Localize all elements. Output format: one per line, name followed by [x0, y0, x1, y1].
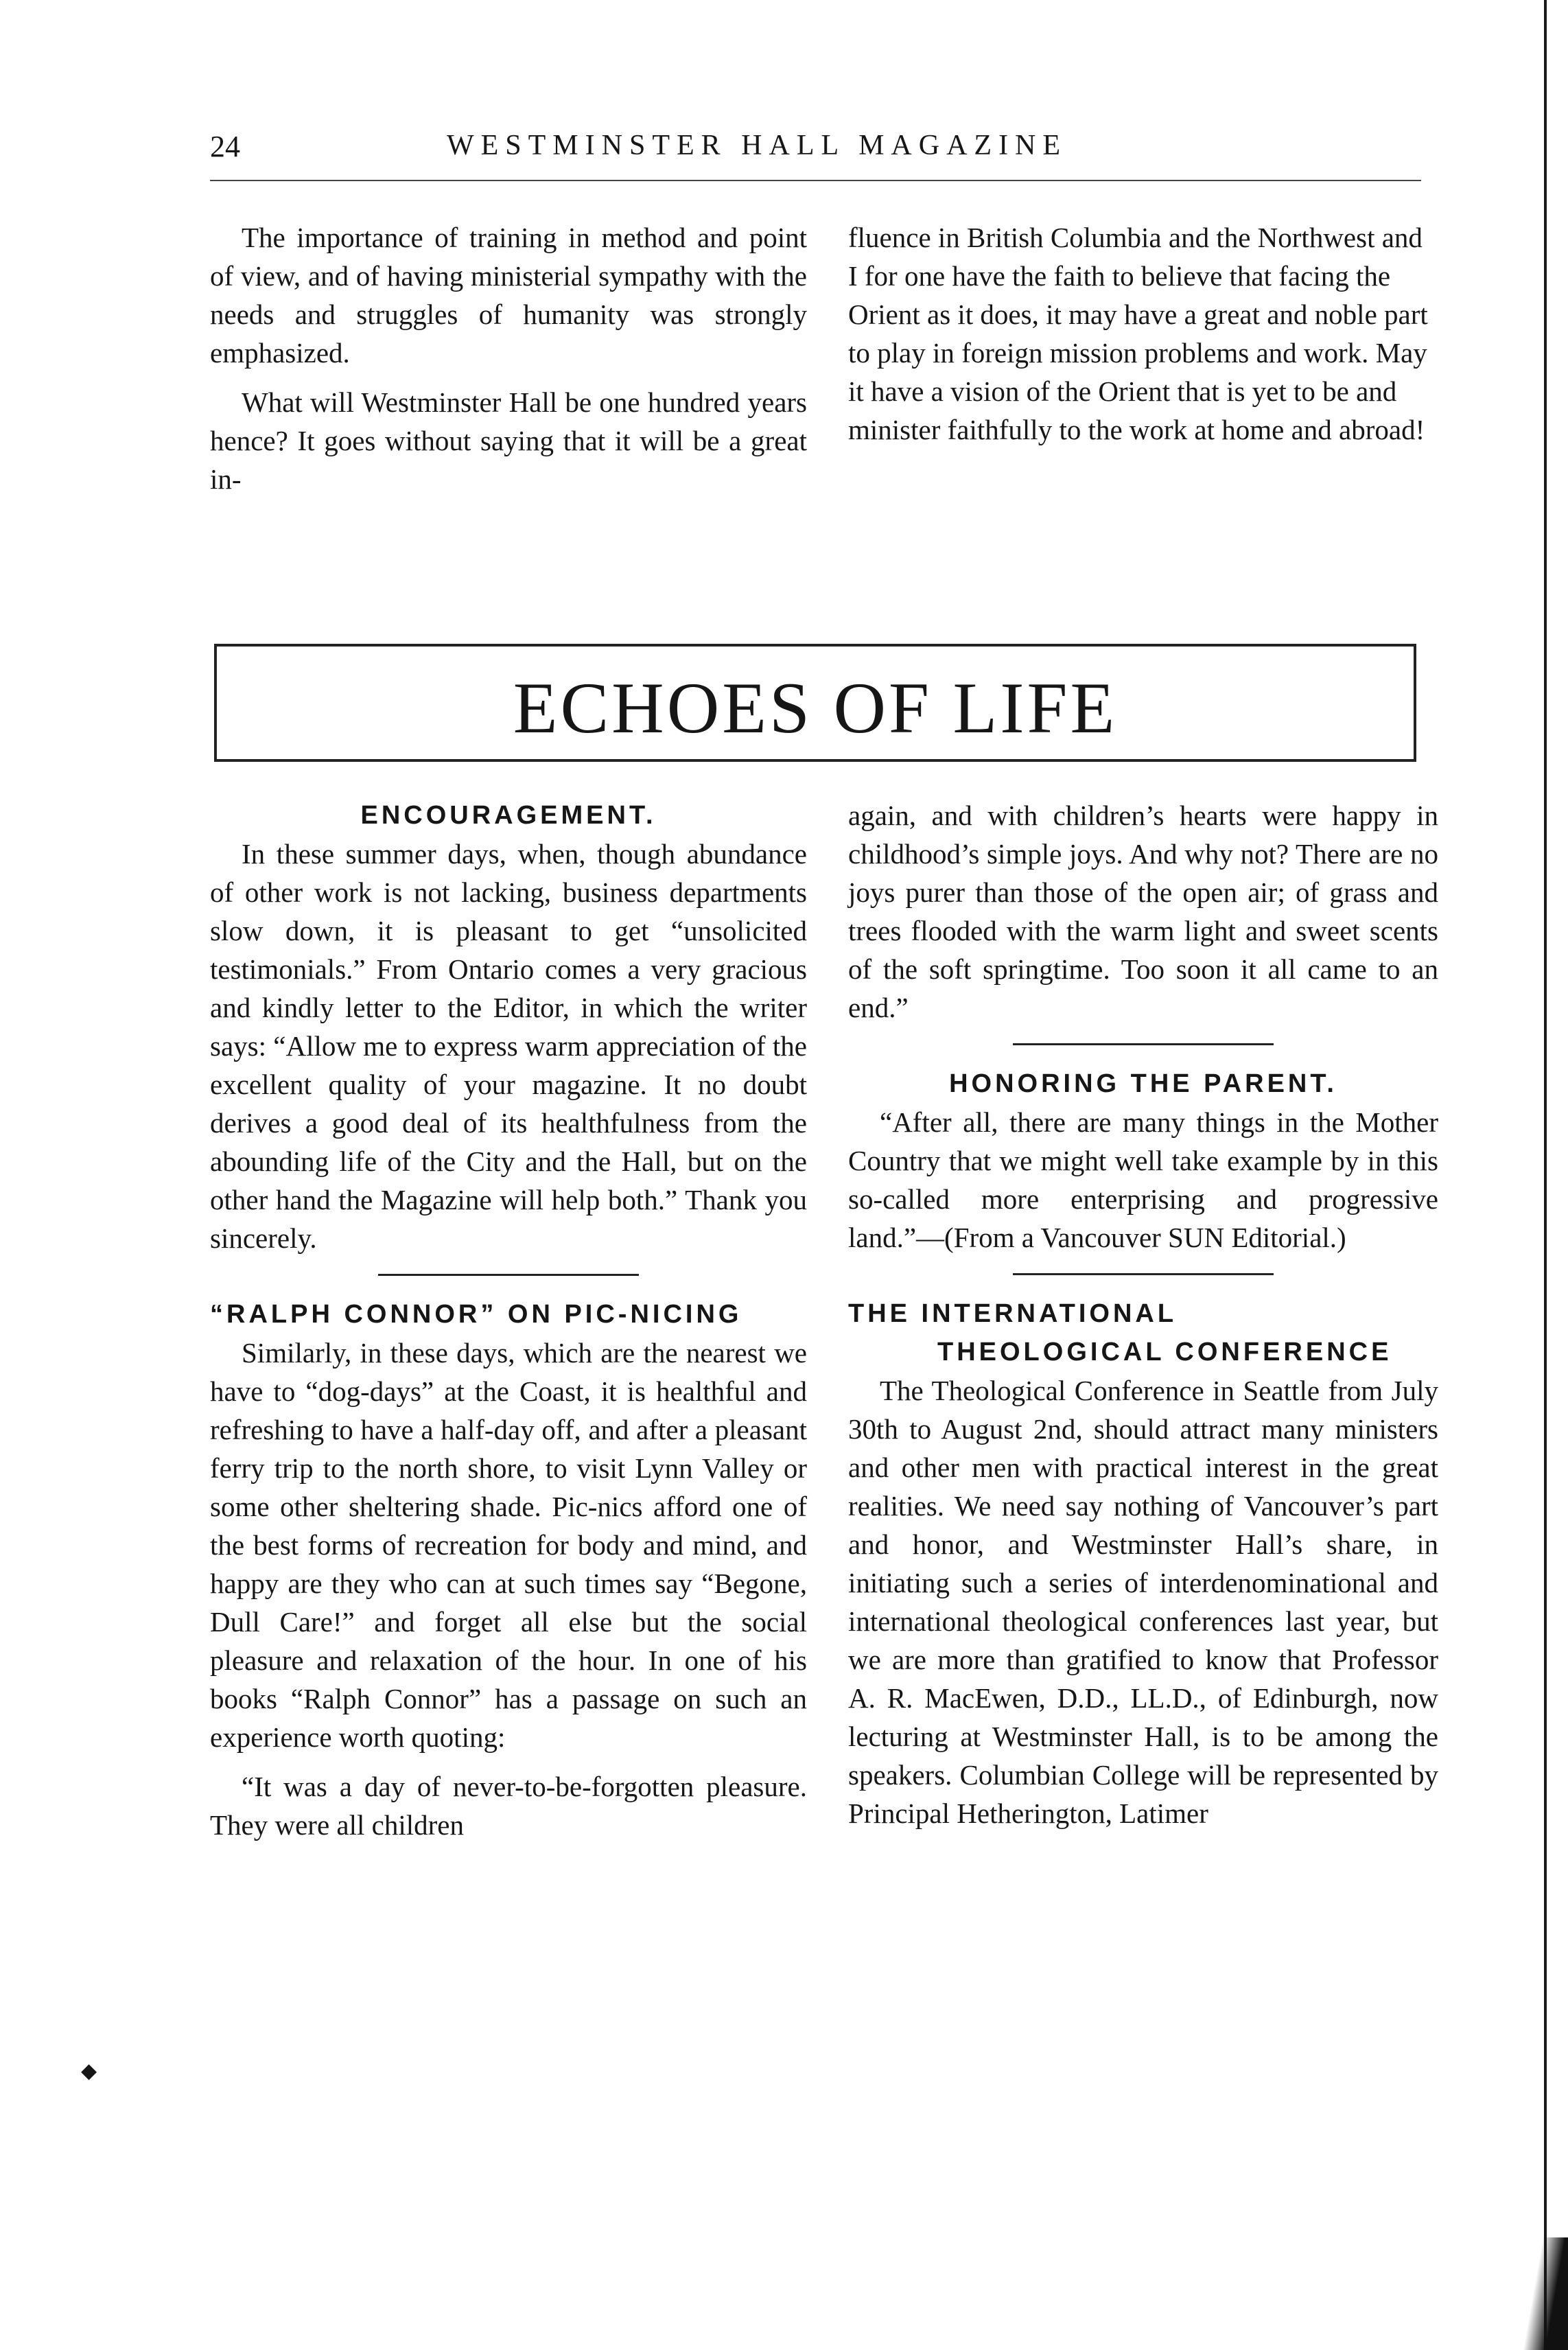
ralph-connor-quote-end: again, and with children’s hearts were happy in childhood’s simple joys. And why not? There are no joys purer than those of the open air; of grass and trees flooded with the warm light and sweet scents of the soft springtime. Too soon it all came to an end.” — [848, 800, 1438, 1023]
honoring-heading: HONORING THE PARENT. — [949, 1069, 1337, 1098]
page-number: 24 — [210, 130, 240, 163]
running-title: WESTMINSTER HALL MAGAZINE — [447, 130, 1068, 161]
influence-paragraph: fluence in British Columbia and the Northwest and I for one have the faith to believe that facing the Orient as it does, it may have a great and noble part to play in foreign mission problems and work. May it have a vision of the Orient that is yet to be and minister faithfully to the work at home and abroad! — [848, 222, 1428, 445]
section-banner — [214, 644, 1416, 762]
top-left-column — [210, 218, 807, 498]
section-divider — [378, 1274, 639, 1276]
encouragement-body: In these summer days, when, though abundance of other work is not lacking, business departments slow down, it is pleasant to get “unsolicited testimonials.” From Ontario comes a very gracious and kindly letter to the Editor, in which the writer says: “Allow me to express warm appreciation of the excellent quality of your magazine. It no doubt derives a good deal of its healthfulness from the abounding life of the City and the Hall, but on the other hand the Magazine will help both.” Thank you sincerely. — [210, 838, 807, 1254]
top-right-column — [848, 218, 1438, 449]
ralph-connor-quote-start: “It was a day of never-to-be-forgotten pleasure. They were all children — [210, 1771, 807, 1841]
honoring-body: “After all, there are many things in the Mother Country that we might well take example by in this so-called more enterprising and progressive land.”—(From a Vancouver SUN Editorial.) — [848, 1106, 1438, 1253]
page-header — [210, 129, 1418, 170]
conference-heading-line1: THE INTERNATIONAL — [848, 1299, 1178, 1328]
header-rule — [210, 180, 1421, 181]
section-title: ECHOES OF LIFE — [513, 668, 1118, 748]
lower-right-column — [848, 796, 1438, 1833]
page-corner-shadow — [1513, 2237, 1568, 2350]
margin-mark-icon: ◆ — [81, 2060, 97, 2082]
ralph-connor-body: Similarly, in these days, which are the nearest we have to “dog-days” at the Coast, it is healthful and refreshing to have a half-day off, and after a pleasant ferry trip to the north shore, to visit Lynn Valley or some other sheltering shade. Pic-nics afford one of the best forms of recreation for body and mind, and happy are they who can at such times say “Begone, Dull Care!” and forget all else but the social pleasure and relaxation of the hour. In one of his books “Ralph Connor” has a passage on such an experience worth quoting: — [210, 1337, 807, 1753]
ralph-connor-heading: “RALPH CONNOR” ON PIC-NICING — [210, 1300, 742, 1329]
section-divider — [1013, 1043, 1274, 1045]
conference-body: The Theological Conference in Seattle from July 30th to August 2nd, should attract many ministers and other men with practical interest in the great realities. We need say nothing of Vancouver’s part and honor, and Westminster Hall’s share, in initiating such a series of interdenominational and international theological conferences last year, but we are more than gratified to know that Professor A. R. MacEwen, D.D., LL.D., of Edinburgh, now lecturing at Westminster Hall, is to be among the speakers. Columbian College will be represented by Principal Hetherington, Latimer — [848, 1375, 1438, 1829]
page-binding-edge — [1544, 0, 1547, 2350]
section-divider — [1013, 1273, 1274, 1275]
conference-heading-line2: THEOLOGICAL CONFERENCE — [937, 1338, 1392, 1366]
encouragement-heading: ENCOURAGEMENT. — [360, 801, 657, 830]
training-paragraph: The importance of training in method and point of view, and of having ministerial sympathy with the needs and struggles of humanity was strongly emphasized. — [210, 222, 807, 369]
lower-left-column — [210, 796, 807, 1844]
future-paragraph: What will Westminster Hall be one hundred years hence? It goes without saying that it will be a great in- — [210, 386, 807, 495]
